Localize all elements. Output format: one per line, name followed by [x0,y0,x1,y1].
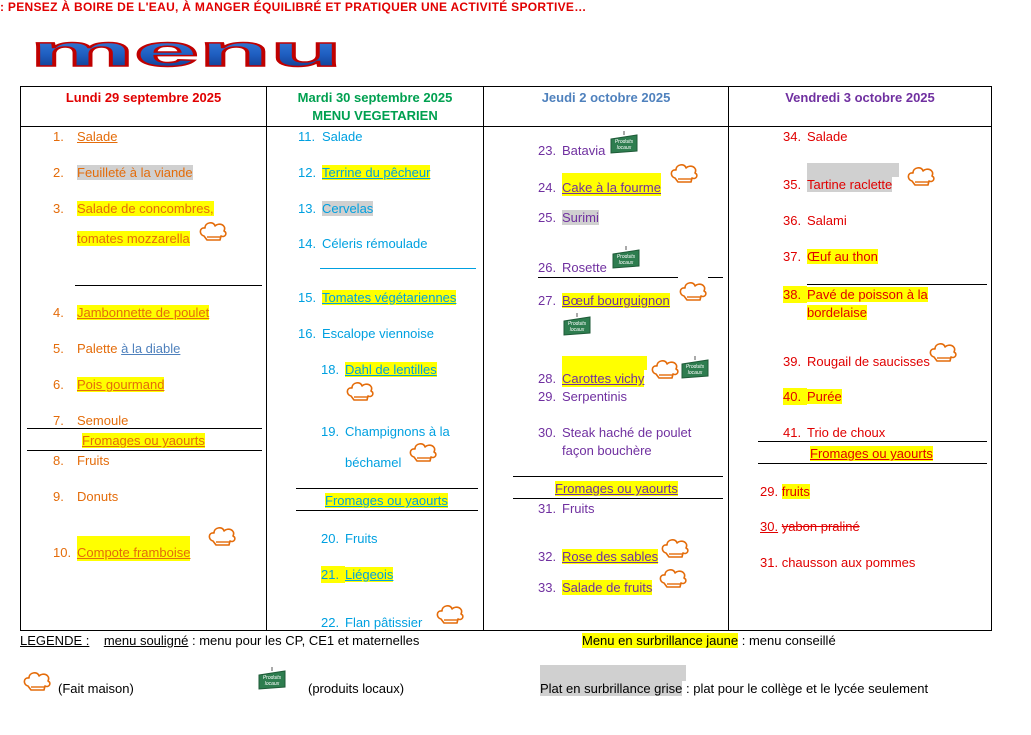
separator [296,488,478,489]
separator [513,476,723,477]
menu-item: 6. Pois gourmand [53,377,165,392]
separator [320,268,476,269]
legend-underline: LEGENDE : menu souligné : menu pour les CP, CE1 et maternelles [20,633,420,648]
menu-item: 23. Batavia [538,143,606,158]
menu-item: 27. Bœuf bourguignon [538,293,670,308]
col-divider-2 [483,86,484,631]
chef-hat-icon [928,341,958,363]
menu-item: 24. Cake à la fourme [538,173,661,196]
highlight-band [562,356,647,370]
legend-homemade: (Fait maison) [58,681,134,696]
day-header-thursday: Jeudi 2 octobre 2025 [541,90,671,105]
menu-item: 5. Palette à la diable [53,341,181,356]
menu-item: 34. Salade [783,129,848,144]
menu-item: 25. Surimi [538,210,599,225]
grey-band [807,163,899,177]
menu-item: 19. Champignons à la [321,424,450,439]
menu-item: Fromages ou yaourts [82,433,205,448]
separator [27,428,262,429]
separator [27,450,262,451]
menu-item: 41. Trio de choux [783,425,886,440]
chef-hat-icon [198,220,228,242]
menu-item: béchamel [345,455,402,470]
menu-item: 35. Tartine raclette [783,177,893,192]
menu-item: 26. Rosette [538,260,607,275]
menu-item: 3. Salade de concombres, [53,201,214,216]
chef-hat-icon [658,567,688,589]
menu-item: 10. Compote framboise [53,536,190,561]
separator [758,441,987,442]
menu-item: 8. Fruits [53,453,110,468]
menu-item: façon bouchère [562,443,652,458]
chef-hat-icon [207,525,237,547]
menu-item: 7. Semoule [53,413,129,428]
day-header-tuesday: Mardi 30 septembre 2025 [297,90,453,105]
chef-hat-icon [408,441,438,463]
col-divider-1 [266,86,267,631]
menu-item: 36. Salami [783,213,847,228]
menu-item: 30. yabon praliné [760,519,860,534]
separator [807,284,987,285]
menu-item: 20. Fruits [321,531,378,546]
menu-item: 39. Rougail de saucisses [783,354,930,369]
legend-grey: Plat en surbrillance grise : plat pour le collège et le lycée seulement [540,681,929,696]
menu-item: 33. Salade de fruits [538,580,653,595]
separator [75,285,262,286]
produits-locaux-icon [609,131,639,155]
svg-text:menu: menu [30,36,342,70]
menu-item: 13. Cervelas [298,201,374,216]
chef-hat-icon [669,162,699,184]
menu-item: 31. Fruits [538,501,595,516]
menu-item: 18. Dahl de lentilles [321,362,437,377]
menu-item: 11. Salade [298,129,363,144]
separator [758,463,987,464]
menu-item: 4. Jambonnette de poulet [53,305,210,320]
grey-band [540,665,686,681]
menu-item: Fromages ou yaourts [325,493,448,508]
menu-item: 16. Escalope viennoise [298,326,435,341]
separator [538,277,678,278]
day-header-monday: Lundi 29 septembre 2025 [65,90,222,105]
menu-item: 12. Terrine du pêcheur [298,165,431,180]
table-border-right [991,86,992,631]
menu-item: 29. fruits [760,484,810,499]
menu-item: 28. Carottes vichy [538,371,645,386]
chef-hat-icon [678,280,708,302]
separator [708,277,723,278]
legend-yellow: Menu en surbrillance jaune : menu conseillé [582,633,836,648]
chef-hat-icon [906,165,936,187]
day-header-friday: Vendredi 3 octobre 2025 [785,90,935,105]
menu-item: 21. Liégeois [321,567,394,582]
menu-item: 40. Purée [783,389,842,404]
menu-item: 30. Steak haché de poulet [538,425,692,440]
chef-hat-icon [660,537,690,559]
menu-item: Fromages ou yaourts [810,446,933,461]
menu-item: 29. Serpentinis [538,389,628,404]
menu-item: 14. Céleris rémoulade [298,236,428,251]
menu-item: 1. Salade [53,129,118,144]
chef-hat-icon [345,380,375,402]
menu-item: bordelaise [807,305,867,320]
menu-item: tomates mozzarella [77,231,190,246]
menu-item: 37. Œuf au thon [783,249,878,264]
menu-item: Fromages ou yaourts [555,481,678,496]
separator [296,510,478,511]
produits-locaux-icon [562,313,592,337]
day-subheader-vegetarian: MENU VEGETARIEN [312,108,438,123]
chef-hat-icon [650,358,680,380]
chef-hat-icon [435,603,465,625]
produits-locaux-icon [611,246,641,270]
produits-locaux-icon [257,667,287,691]
table-border-bottom [20,630,992,631]
separator [513,498,723,499]
menu-item: 22. Flan pâtissier [321,615,423,630]
menu-item: 38. Pavé de poisson à la [783,287,928,302]
col-divider-3 [728,86,729,631]
menu-item: 32. Rose des sables [538,549,659,564]
produits-locaux-icon [680,356,710,380]
menu-item: 15. Tomates végétariennes [298,290,457,305]
table-border-top [20,86,992,87]
menu-item: 2. Feuilleté à la viande [53,165,193,180]
menu-item: 9. Donuts [53,489,119,504]
menu-item: 31. chausson aux pommes [760,555,916,570]
chef-hat-icon [22,670,52,692]
slogan: : PENSEZ À BOIRE DE L'EAU, À MANGER ÉQUILIBRÉ ET PRATIQUER UNE ACTIVITÉ SPORTIVE… [0,0,587,14]
table-border-left [20,86,21,631]
menu-logo [28,36,346,70]
table-header-divider [20,126,992,127]
legend-local: (produits locaux) [308,681,405,696]
